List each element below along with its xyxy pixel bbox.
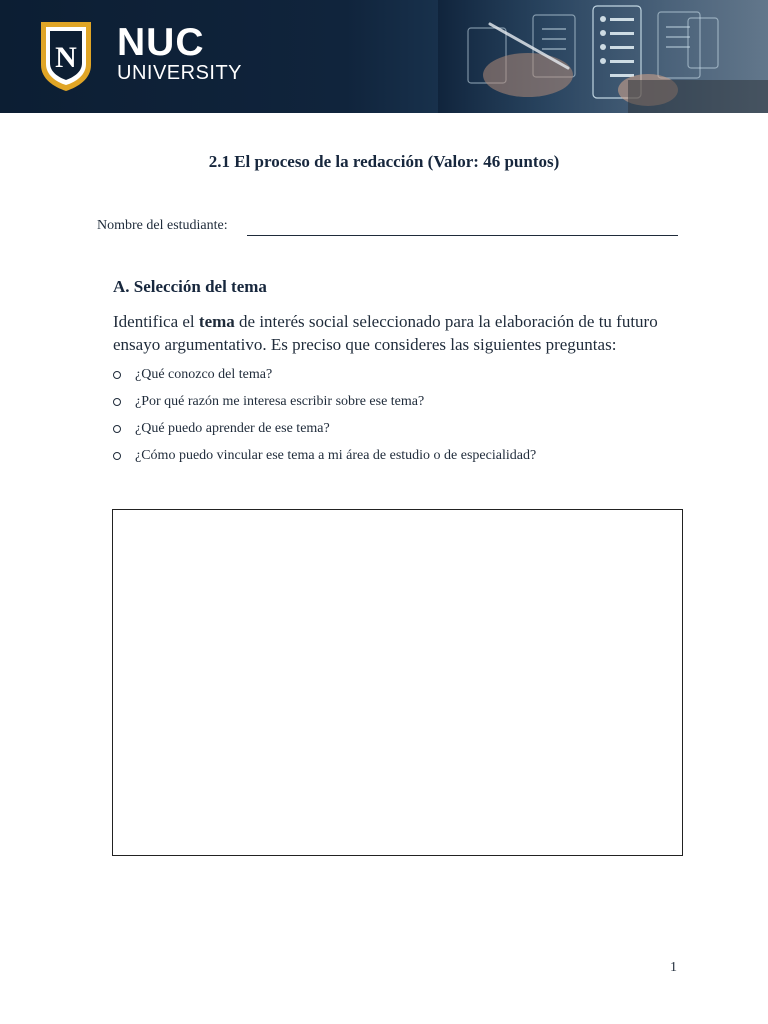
list-item — [113, 366, 536, 393]
question-text: ¿Qué conozco del tema? — [135, 367, 273, 382]
banner-photo — [438, 0, 768, 113]
section-heading: A. Selección del tema — [113, 277, 267, 296]
bullet-icon — [113, 371, 121, 379]
list-item — [113, 420, 536, 447]
intro-text-end: de interés social seleccionado para la elaboración de tu futuro ensayo argumentativo. Es preciso que consideres las siguientes preguntas: — [113, 312, 658, 354]
list-item — [113, 393, 536, 420]
page-number: 1 — [670, 960, 677, 975]
list-item — [113, 447, 536, 474]
student-name-field[interactable] — [247, 235, 678, 236]
bullet-icon — [113, 452, 121, 460]
question-list — [113, 366, 536, 474]
intro-text-bold: tema — [198, 312, 235, 331]
question-text: ¿Cómo puedo vincular ese tema a mi área de estudio o de especialidad? — [135, 448, 537, 463]
header-banner — [0, 0, 768, 113]
answer-box[interactable] — [112, 509, 683, 856]
page-title: 2.1 El proceso de la redacción (Valor: 46 puntos) — [208, 152, 560, 171]
logo-name: NUC — [117, 21, 205, 64]
logo-subtitle: UNIVERSITY — [117, 62, 243, 84]
shield-logo-icon — [38, 19, 94, 93]
question-text: ¿Qué puedo aprender de ese tema? — [135, 421, 330, 436]
student-name-label: Nombre del estudiante: — [97, 218, 228, 233]
question-text: ¿Por qué razón me interesa escribir sobre ese tema? — [135, 394, 425, 409]
logo-wordmark — [117, 21, 243, 84]
intro-paragraph — [113, 310, 693, 356]
intro-text-start: Identifica el — [113, 312, 199, 331]
bullet-icon — [113, 425, 121, 433]
logo-letter: N — [55, 41, 77, 74]
bullet-icon — [113, 398, 121, 406]
